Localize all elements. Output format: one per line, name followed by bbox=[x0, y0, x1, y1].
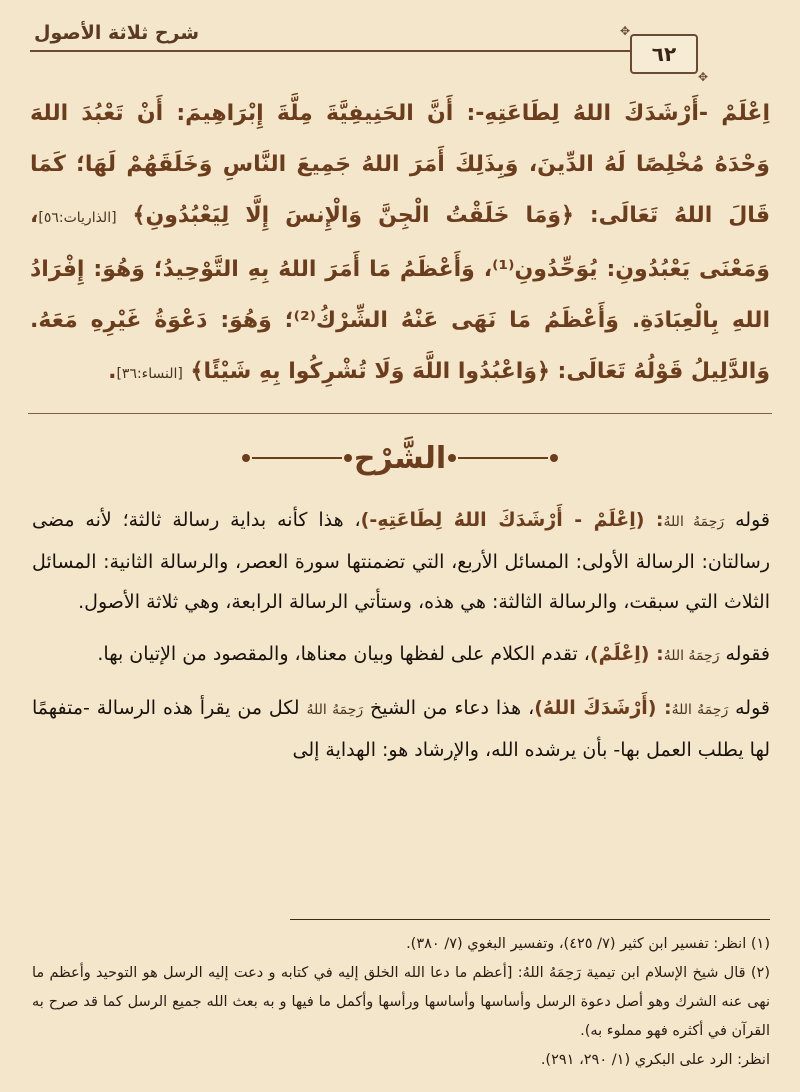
footnotes-block bbox=[32, 930, 770, 1075]
commentary-paragraph-3 bbox=[32, 688, 770, 770]
p2-text: ، تقدم الكلام على لفظها وبيان معناها، والمقصود من الإتيان بها. bbox=[97, 643, 590, 665]
matn-line-5: مَا نَهَى عَنْهُ الشِّرْكُ⁽²⁾؛ وَهُوَ: دَعْوَةُ غَيْرِهِ مَعَهُ. وَالدَّلِيلُ قَوْلُهُ تَعَالَى: ﴿وَاعْبُدُوا bbox=[30, 308, 770, 384]
matn-verse-1: ﴿وَمَا خَلَقْتُ الْجِنَّ وَالْإِنسَ إِلَّا لِيَعْبُدُونِ﴾ bbox=[132, 203, 574, 228]
matn-verse-2-ref: [النساء:٣٦] bbox=[116, 366, 183, 382]
ornament-left bbox=[252, 457, 342, 459]
p3-text-a: ، هذا دعاء من الشيخ bbox=[370, 697, 535, 719]
matn-verse-2: اللَّهَ وَلَا تُشْرِكُوا بِهِ شَيْئًا﴾ bbox=[190, 359, 451, 384]
p2-intro: فقوله bbox=[725, 643, 770, 665]
p3-honorific: رَحِمَهُ اللهُ bbox=[671, 702, 729, 718]
matn-line-2: مُخْلِصًا لَهُ الدِّينَ، وَبِذَلِكَ أَمَرَ اللهُ جَمِيعَ النَّاسِ وَخَلَقَهُمْ لَهَا؛ كَمَا قَالَ اللهُ تَعَالَى: bbox=[30, 152, 770, 228]
footnote-rule bbox=[290, 919, 770, 920]
p3-intro: قوله bbox=[735, 697, 770, 719]
matn-line-3-rest: ، وَمَعْنَى يَعْبُدُونِ: bbox=[30, 203, 770, 282]
matn-line-1: اِعْلَمْ -أَرْشَدَكَ اللهُ لِطَاعَتِهِ-: أَنَّ الحَنِيفِيَّةَ مِلَّةَ إِبْرَاهِيمَ: أَنْ تَعْبُدَ اللهَ وَحْدَهُ bbox=[30, 101, 770, 177]
matn-line-6-end: . bbox=[108, 359, 117, 384]
matn-block bbox=[30, 88, 770, 400]
p1-intro: قوله bbox=[735, 509, 770, 531]
fn2-text: : [أعظم ما دعا الله الخلق إليه في كتابه و دعت إليه الرسل هو التوحيد وأعظم ما نهى عنه الشرك وهو أصل دعوة الرسل وأساسها وأساسها ورأسها وأكمل ما فيها و به بعث الله جميع الرسل كما قد صرح به القرآن في أكثره فهو مملوء به). bbox=[32, 965, 770, 1039]
page-number: ✥ ٦٢ bbox=[651, 42, 677, 66]
p3-honorific-2: رَحِمَهُ اللهُ bbox=[306, 702, 364, 718]
commentary-block bbox=[32, 500, 770, 782]
footnote-2-source: انظر: الرد على البكري (١/ ٢٩٠، ٢٩١). bbox=[540, 1052, 770, 1068]
matn-line-4: يُوَحِّدُونِ⁽¹⁾، وَأَعْظَمُ مَا أَمَرَ اللهُ بِهِ التَّوْحِيدُ؛ وَهُوَ: إِفْرَادُ اللهِ بِالْعِبَادَةِ. وَأَعْظَمُ bbox=[30, 257, 770, 333]
p1-quote: : (اِعْلَمْ - أَرْشَدَكَ اللهُ لِطَاعَتِهِ-) bbox=[360, 509, 664, 531]
footnote-1: (١) انظر: تفسير ابن كثير (٧/ ٤٢٥)، وتفسير البغوي (٧/ ٣٨٠). bbox=[406, 936, 770, 952]
header-rule bbox=[30, 50, 630, 52]
p1-text: ، هذا كأنه بداية رسالة ثالثة؛ لأنه مضى رسالتان: الرسالة الأولى: المسائل الأربع، التي تضمنتها سورة العصر، والرسالة الثانية: المسائل الثلاث التي سبقت، والرسالة الثالثة: هي هذه، وستأتي الرسالة الرابعة، وهي ثلاثة الأصول. bbox=[32, 509, 770, 613]
p2-quote: : (اِعْلَمْ) bbox=[589, 643, 664, 665]
commentary-paragraph-2 bbox=[32, 634, 770, 676]
fn2-honorific: رَحِمَهُ اللهُ bbox=[522, 965, 582, 981]
commentary-paragraph-1 bbox=[32, 500, 770, 622]
p1-honorific: رَحِمَهُ اللهُ bbox=[663, 514, 725, 530]
sharh-heading bbox=[220, 436, 580, 480]
running-title: شرح ثلاثة الأصول bbox=[34, 22, 200, 44]
p3-quote: : (أَرْشَدَكَ اللهُ) bbox=[534, 697, 672, 719]
p3-text-b: لكل من يقرأ هذه الرسالة -متفهمًا لها يطلب العمل بها- بأن يرشده الله، والإرشاد هو: الهداية إلى bbox=[32, 697, 770, 761]
matn-verse-1-ref: [الذاريات:٥٦] bbox=[38, 210, 117, 226]
ornament-right bbox=[458, 457, 548, 459]
fn2-intro: (٢) قال شيخ الإسلام ابن تيمية bbox=[586, 965, 770, 981]
section-divider bbox=[28, 413, 772, 414]
page-number-badge bbox=[630, 34, 698, 74]
footnote-2 bbox=[32, 959, 770, 1046]
sharh-title: الشَّرْح bbox=[353, 440, 447, 476]
p2-honorific: رَحِمَهُ اللهُ bbox=[663, 648, 720, 664]
